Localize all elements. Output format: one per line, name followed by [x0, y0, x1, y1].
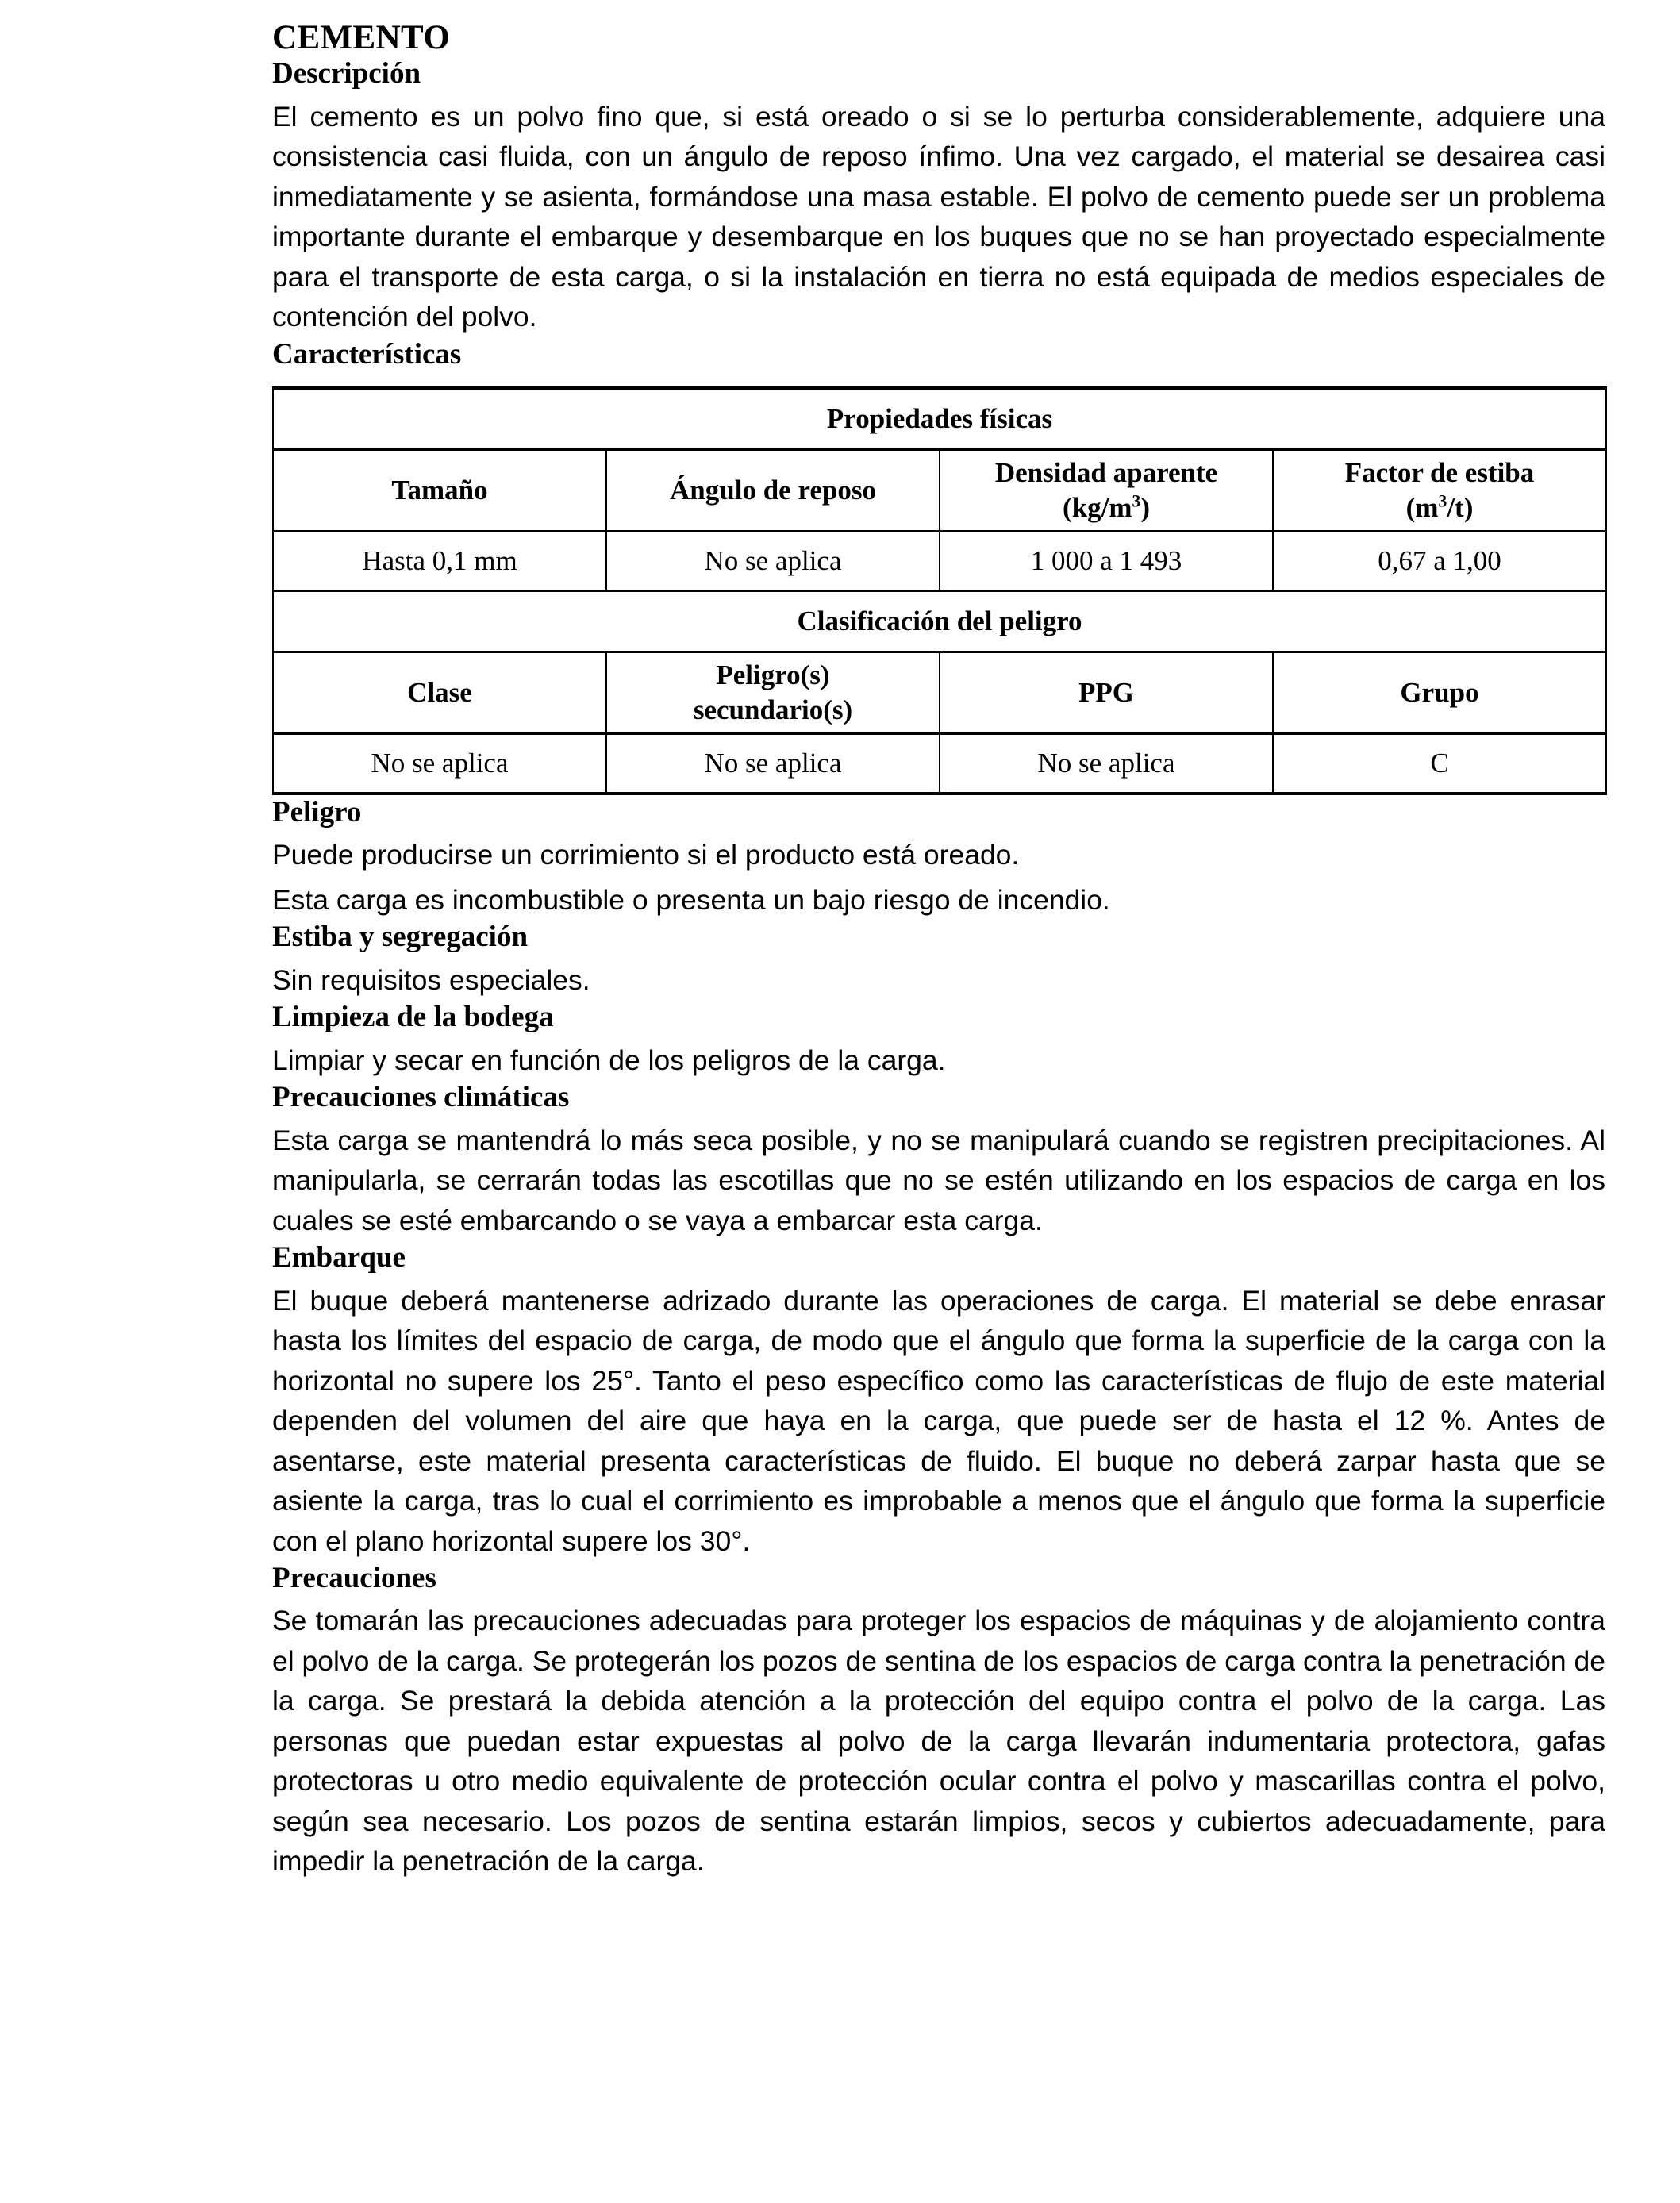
- heading-limpieza-bodega: Limpieza de la bodega: [272, 1001, 554, 1034]
- densidad-units-sup: 3: [1132, 491, 1141, 511]
- cell-value-densidad-aparente: 1 000 a 1 493: [940, 532, 1273, 591]
- factor-label: Factor de estiba: [1344, 457, 1535, 489]
- densidad-units-post: ): [1140, 492, 1150, 524]
- table-row-physical-values: [273, 532, 1606, 591]
- factor-units-sup: 3: [1438, 491, 1447, 511]
- heading-precauciones: Precauciones: [272, 1562, 436, 1595]
- paragraph-precauciones: Se tomarán las precauciones adecuadas para proteger los espacios de máquinas y de alojamiento contra el polvo de la carga. Se protegerán los pozos de sentina de los espacios de carga contra la penetración de la carga. Se prestará la debida atención a la protección del equipo contra el polvo de la carga. Las personas que puedan estar expuestas al polvo de la carga llevarán indumentaria protectora, gafas protectoras u otro medio equivalente de protección ocular contra el polvo y mascarillas contra el polvo, según sea necesario. Los pozos de sentina estarán limpios, secos y cubiertos adecuadamente, para impedir la penetración de la carga.: [272, 1605, 1605, 1878]
- peligros-secundarios-line2: secundario(s): [693, 694, 853, 726]
- cell-value-ppg: No se aplica: [940, 734, 1273, 794]
- table-row-physical-headers: [273, 450, 1606, 532]
- cell-header-clase: Clase: [273, 652, 606, 734]
- heading-peligro: Peligro: [272, 796, 362, 829]
- paragraph-limpieza-bodega: Limpiar y secar en función de los peligros de la carga.: [272, 1044, 946, 1076]
- factor-units-pre: (m: [1405, 492, 1439, 524]
- cell-value-tamano: Hasta 0,1 mm: [273, 532, 606, 591]
- cell-value-clase: No se aplica: [273, 734, 606, 794]
- cell-hazard-classification-band: Clasificación del peligro: [273, 591, 1606, 652]
- densidad-label: Densidad aparente: [994, 457, 1218, 489]
- cell-value-angulo-reposo: No se aplica: [606, 532, 940, 591]
- peligros-secundarios-line1: Peligro(s): [716, 659, 830, 691]
- paragraph-estiba-segregacion: Sin requisitos especiales.: [272, 963, 590, 996]
- paragraph-descripcion: El cemento es un polvo fino que, si está oreado o si se lo perturba considerablemente, adquiere una consistencia casi fluida, con un ángulo de reposo ínfimo. Una vez cargado, el material se desairea casi inmediatamente y se asienta, formándose una masa estable. El polvo de cemento puede ser un problema importante durante el embarque y desembarque en los buques que no se han proyectado especialmente para el transporte de esta carga, o si la instalación en tierra no está equipada de medios especiales de contención del polvo.: [272, 100, 1605, 333]
- factor-units-post: /t): [1447, 492, 1474, 524]
- page-title: CEMENTO: [272, 19, 451, 56]
- paragraph-peligro-line1: Puede producirse un corrimiento si el producto está oreado.: [272, 839, 1020, 871]
- cell-header-grupo: Grupo: [1273, 652, 1606, 734]
- table-row-physical-band: [273, 388, 1606, 450]
- cell-value-factor-estiba: 0,67 a 1,00: [1273, 532, 1606, 591]
- cell-header-peligros-secundarios: [606, 652, 940, 734]
- heading-estiba-segregacion: Estiba y segregación: [272, 921, 529, 954]
- table-row-hazard-values: [273, 734, 1606, 794]
- paragraph-embarque: El buque deberá mantenerse adrizado durante las operaciones de carga. El material se debe enrasar hasta los límites del espacio de carga, de modo que el ángulo que forma la superficie de la carga con la horizontal no supere los 25°. Tanto el peso específico como las características de flujo de este material dependen del volumen del aire que haya en la carga, que puede ser de hasta el 12 %. Antes de asentarse, este material presenta características de fluido. El buque no deberá zarpar hasta que se asiente la carga, tras lo cual el corrimiento es improbable a menos que el ángulo que forma la superficie con el plano horizontal supere los 30°.: [272, 1284, 1605, 1557]
- cell-header-tamano: Tamaño: [273, 450, 606, 532]
- cell-value-peligros-secundarios: No se aplica: [606, 734, 940, 794]
- heading-caracteristicas: Características: [272, 337, 462, 371]
- cell-value-grupo: C: [1273, 734, 1606, 794]
- cell-header-ppg: PPG: [940, 652, 1273, 734]
- page-content: [272, 0, 1605, 1882]
- table-row-hazard-band: [273, 591, 1606, 652]
- heading-descripcion: Descripción: [272, 57, 421, 90]
- densidad-units-pre: (kg/m: [1063, 492, 1132, 524]
- cell-header-factor-estiba: [1273, 450, 1606, 532]
- paragraph-precauciones-climaticas: Esta carga se mantendrá lo más seca posible, y no se manipulará cuando se registren precipitaciones. Al manipularla, se cerrarán todas las escotillas que no se estén utilizando en los espacios de carga en los cuales se esté embarcando o se vaya a embarcar esta carga.: [272, 1124, 1605, 1236]
- heading-precauciones-climaticas: Precauciones climáticas: [272, 1081, 570, 1114]
- paragraph-peligro-line2: Esta carga es incombustible o presenta un bajo riesgo de incendio.: [272, 883, 1110, 916]
- table-row-hazard-headers: [273, 652, 1606, 734]
- characteristics-table: [272, 386, 1607, 795]
- cell-physical-properties-band: Propiedades físicas: [273, 388, 1606, 450]
- heading-embarque: Embarque: [272, 1241, 406, 1275]
- cell-header-densidad-aparente: [940, 450, 1273, 532]
- cell-header-angulo-reposo: Ángulo de reposo: [606, 450, 940, 532]
